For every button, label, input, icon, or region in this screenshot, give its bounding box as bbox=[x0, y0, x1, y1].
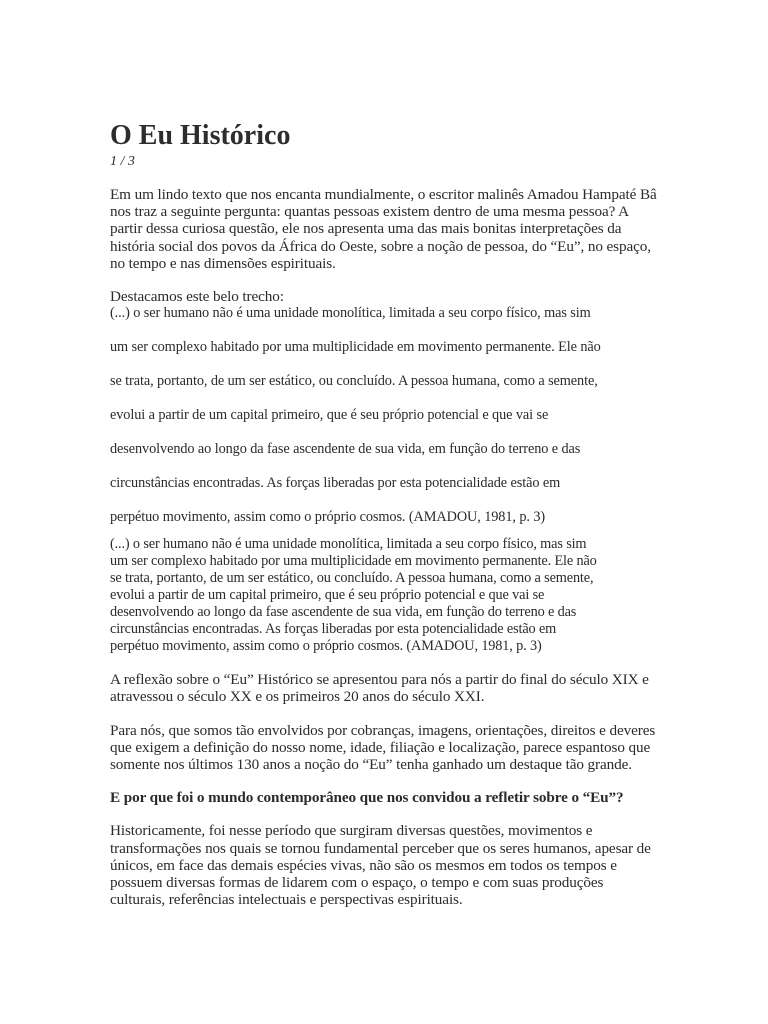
spaced-quote-line: evolui a partir de um capital primeiro, que é seu próprio potencial e que vai se bbox=[110, 407, 549, 424]
spaced-quote-line: um ser complexo habitado por uma multiplicidade em movimento permanente. Ele não bbox=[110, 339, 601, 356]
compact-quote-line: evolui a partir de um capital primeiro, que é seu próprio potencial e que vai se bbox=[110, 587, 545, 604]
compact-quote-line: se trata, portanto, de um ser estático, ou concluído. A pessoa humana, como a semente, bbox=[110, 570, 594, 587]
spaced-quote bbox=[110, 305, 660, 536]
compact-quote-line: (...) o ser humano não é uma unidade monolítica, limitada a seu corpo físico, mas sim bbox=[110, 536, 587, 553]
document-page bbox=[110, 118, 660, 924]
intro-paragraph: Em um lindo texto que nos encanta mundialmente, o escritor malinês Amadou Hampaté Bâ nos traz a seguinte pergunta: quantas pessoas existem dentro de uma mesma pessoa? A partir dessa curiosa questão, ele nos apresenta uma das mais bonitas interpretações da história social dos povos da África do Oeste, sobre a noção de pessoa, do “Eu”, no espaço, no tempo e nas dimensões espirituais. bbox=[110, 186, 657, 272]
spaced-quote-line: se trata, portanto, de um ser estático, ou concluído. A pessoa humana, como a semente, bbox=[110, 373, 598, 390]
compact-quote-line: desenvolvendo ao longo da fase ascendente de sua vida, em função do terreno e das bbox=[110, 604, 577, 621]
compact-quote-line: circunstâncias encontradas. As forças liberadas por esta potencialidade estão em bbox=[110, 621, 557, 638]
historical-paragraph: Historicamente, foi nesse período que surgiram diversas questões, movimentos e transformações nos quais se tornou fundamental perceber que os seres humanos, apesar de únicos, em face das demais espécies vivas, não são os mesmos em todos os tempos e possuem diversas formas de lidarem com o espaço, o tempo e com suas produções culturais, referências intelectuais e perspectivas espirituais. bbox=[110, 822, 651, 909]
spaced-quote-line: perpétuo movimento, assim como o próprio cosmos. (AMADOU, 1981, p. 3) bbox=[110, 509, 546, 526]
compact-quote-line: um ser complexo habitado por uma multiplicidade em movimento permanente. Ele não bbox=[110, 553, 597, 570]
spaced-quote-line: (...) o ser humano não é uma unidade monolítica, limitada a seu corpo físico, mas sim bbox=[110, 305, 591, 322]
involvement-paragraph: Para nós, que somos tão envolvidos por cobranças, imagens, orientações, direitos e deveres que exigem a definição do nosso nome, idade, filiação e localização, parece espantoso que somente nos últimos 130 anos a noção do “Eu” tenha ganhado um destaque tão grande. bbox=[110, 721, 656, 774]
reflection-paragraph: A reflexão sobre o “Eu” Histórico se apresentou para nós a partir do final do século XIX e atravessou o século XX e os primeiros 20 anos do século XXI. bbox=[110, 671, 649, 706]
spaced-quote-line: circunstâncias encontradas. As forças liberadas por esta potencialidade estão em bbox=[110, 475, 561, 492]
compact-quote-line: perpétuo movimento, assim como o próprio cosmos. (AMADOU, 1981, p. 3) bbox=[110, 638, 542, 655]
highlight-intro: Destacamos este belo trecho: bbox=[110, 288, 284, 306]
compact-quote bbox=[110, 536, 660, 655]
document-title: O Eu Histórico bbox=[110, 120, 291, 151]
question-heading: E por que foi o mundo contemporâneo que nos convidou a refletir sobre o “Eu”? bbox=[110, 789, 624, 807]
spaced-quote-line: desenvolvendo ao longo da fase ascendente de sua vida, em função do terreno e das bbox=[110, 441, 581, 458]
page-indicator: 1 / 3 bbox=[110, 154, 135, 169]
